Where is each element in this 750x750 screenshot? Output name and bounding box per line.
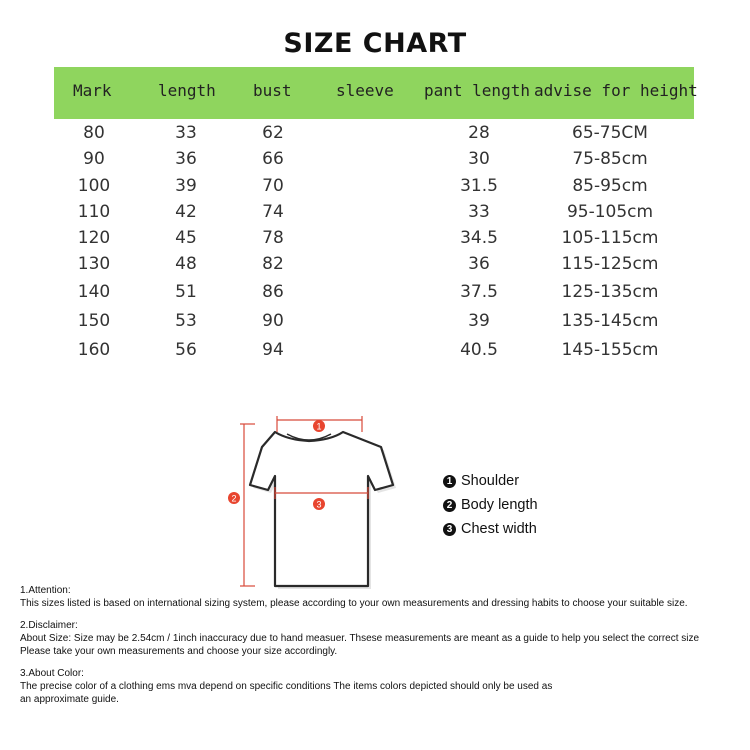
table-row [0,202,750,226]
cell-advise-height: 95-105cm [566,202,654,222]
cell-bust: 90 [262,311,284,331]
legend-chest-width [443,521,537,537]
cell-pant-length: 33 [468,202,490,222]
cell-advise-height: 125-135cm [561,282,659,302]
cell-pant-length: 30 [468,149,490,169]
cell-length: 33 [175,123,197,143]
header-advise-height: advise for height [534,81,698,100]
header-bust: bust [253,81,292,100]
cell-mark: 100 [77,176,111,196]
cell-bust: 62 [262,123,284,143]
note-color-line: The precise color of a clothing ems mva depend on specific conditions The items colors depicted should only be used as [20,681,553,692]
cell-mark: 120 [77,228,111,248]
legend-num-1: 1 [443,475,456,488]
table-row [0,123,750,147]
cell-length: 53 [175,311,197,331]
cell-bust: 74 [262,202,284,222]
cell-length: 36 [175,149,197,169]
cell-advise-height: 105-115cm [561,228,659,248]
cell-pant-length: 39 [468,311,490,331]
note-color-heading: 3.About Color: [20,668,84,679]
cell-mark: 130 [77,254,111,274]
legend-body-length [443,497,538,513]
header-pant-length: pant length [424,81,530,100]
cell-advise-height: 115-125cm [561,254,659,274]
table-row [0,149,750,173]
note-attention-body [20,597,748,610]
cell-mark: 150 [77,311,111,331]
marker-shoulder-label: 1 [316,421,322,432]
legend-label-body-length: Body length [461,497,538,513]
cell-advise-height: 145-155cm [561,340,659,360]
note-attention-line: This sizes listed is based on international sizing system, please according to your own measurements and dressing habits to choose your suitable size. [20,598,688,609]
header-sleeve: sleeve [336,81,394,100]
marker-chest-label: 3 [316,499,322,510]
note-attention-heading: 1.Attention: [20,585,71,596]
table-row [0,176,750,200]
cell-mark: 80 [83,123,105,143]
cell-bust: 78 [262,228,284,248]
tshirt-diagram [225,410,405,595]
cell-advise-height: 135-145cm [561,311,659,331]
table-row [0,340,750,364]
note-disclaimer-line: Please take your own measurements and choose your size accordingly. [20,646,338,657]
cell-length: 42 [175,202,197,222]
cell-pant-length: 40.5 [460,340,498,360]
cell-pant-length: 36 [468,254,490,274]
note-color-body [20,680,748,706]
page-title: SIZE CHART [283,28,467,59]
table-row [0,254,750,278]
legend-num-2: 2 [443,499,456,512]
cell-advise-height: 85-95cm [572,176,648,196]
cell-pant-length: 37.5 [460,282,498,302]
cell-length: 51 [175,282,197,302]
table-row [0,282,750,306]
cell-pant-length: 28 [468,123,490,143]
cell-bust: 82 [262,254,284,274]
cell-advise-height: 65-75CM [572,123,648,143]
notes-section [20,584,748,715]
cell-bust: 86 [262,282,284,302]
note-disclaimer-line: About Size: Size may be 2.54cm / 1inch inaccuracy due to hand measuer. Thsese measurements are meant as a guide to help you select the correct size [20,633,700,644]
cell-bust: 70 [262,176,284,196]
legend-label-shoulder: Shoulder [461,473,520,489]
legend-shoulder [443,473,519,489]
cell-mark: 140 [77,282,111,302]
cell-mark: 110 [77,202,111,222]
cell-mark: 90 [83,149,105,169]
legend-label-chest-width: Chest width [461,521,537,537]
cell-bust: 94 [262,340,284,360]
cell-length: 45 [175,228,197,248]
legend-num-3: 3 [443,523,456,536]
marker-body-length-label: 2 [231,493,237,504]
cell-pant-length: 34.5 [460,228,498,248]
header-mark: Mark [73,81,112,100]
cell-length: 48 [175,254,197,274]
cell-mark: 160 [77,340,111,360]
header-length: length [158,81,216,100]
table-row [0,311,750,335]
note-disclaimer-heading: 2.Disclaimer: [20,620,78,631]
tshirt-illustration [225,410,405,595]
cell-advise-height: 75-85cm [572,149,648,169]
table-row [0,228,750,252]
note-disclaimer-body [20,632,748,658]
note-color-line: an approximate guide. [20,694,119,705]
cell-pant-length: 31.5 [460,176,498,196]
cell-length: 56 [175,340,197,360]
cell-length: 39 [175,176,197,196]
cell-bust: 66 [262,149,284,169]
